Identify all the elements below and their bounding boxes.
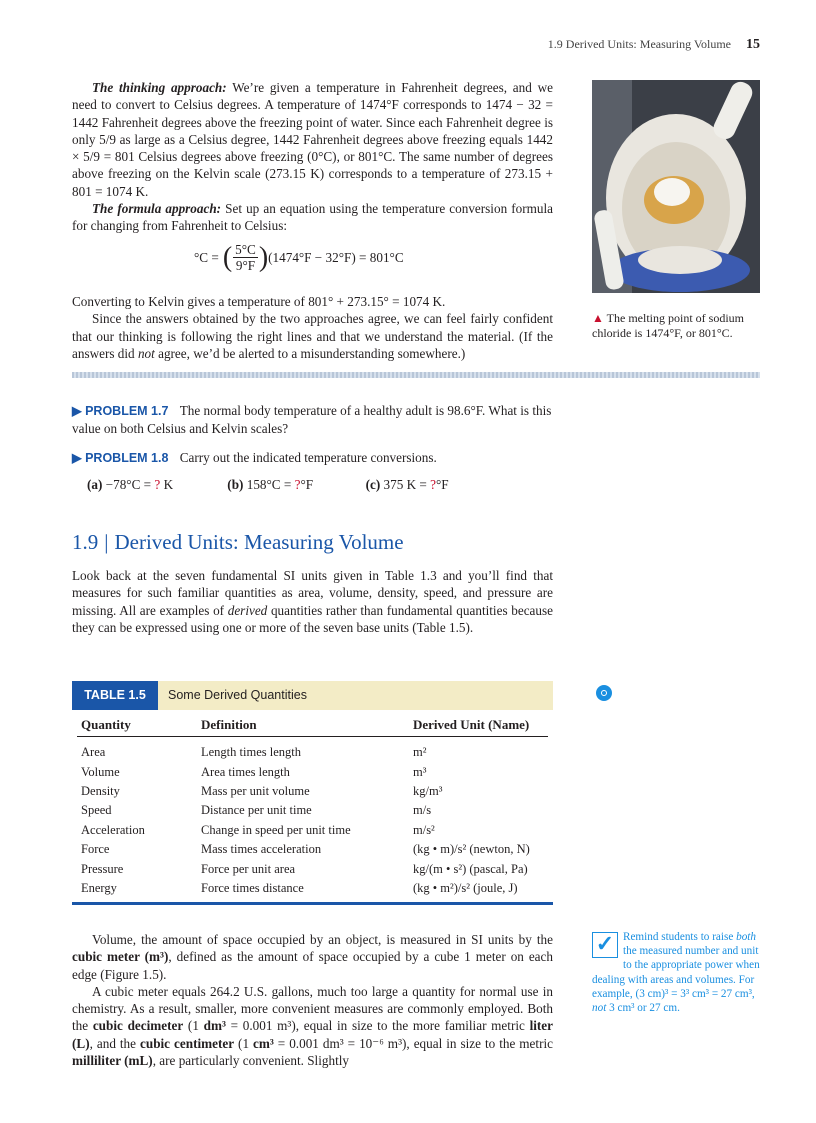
derived-quantities-table bbox=[72, 711, 553, 904]
cell-definition: Force times distance bbox=[201, 881, 304, 896]
volume-text-1: Volume, the amount of space occupied by an object, is measured in SI units by the bbox=[92, 932, 553, 947]
term-cubic-decimeter: cubic decimeter bbox=[92, 1018, 184, 1034]
note-text-1: Remind students to raise bbox=[623, 931, 737, 943]
running-header bbox=[548, 37, 760, 53]
page-number: 15 bbox=[746, 37, 760, 52]
cell-quantity: Pressure bbox=[81, 861, 124, 876]
table-row bbox=[77, 879, 548, 898]
part-b-post: °F bbox=[300, 477, 314, 492]
cubic-text-6: = 0.001 dm³ = 10⁻⁶ m³), equal in size to the metric bbox=[273, 1035, 553, 1051]
formula-lead: The formula approach: bbox=[92, 201, 222, 217]
part-a-pre: −78°C = bbox=[105, 477, 155, 492]
volume-paragraph bbox=[72, 931, 553, 983]
part-c-pre: 375 K = bbox=[383, 477, 431, 492]
table-row bbox=[77, 801, 548, 820]
intro-paragraph bbox=[72, 567, 553, 636]
note-text-2: the measured number and unit to the appropriate power when dealing with areas and volumes. For example, (3 cm)³ = 3³ cm³ = 27 cm³, bbox=[592, 945, 760, 1000]
intro-derived: derived bbox=[227, 602, 268, 618]
table-row bbox=[77, 840, 548, 859]
problem-1-7-text: The normal body temperature of a healthy adult is 98.6°F. What is this value on both Celsius and Kelvin scales? bbox=[72, 403, 552, 437]
cell-definition: Mass times acceleration bbox=[201, 842, 322, 857]
problem-1-8-label: ▶ PROBLEM 1.8 bbox=[72, 451, 169, 465]
checkmark-icon: ✓ bbox=[592, 932, 618, 958]
running-head-text: 1.9 Derived Units: Measuring Volume bbox=[547, 37, 731, 51]
section-divider bbox=[72, 372, 760, 378]
teaching-note bbox=[592, 930, 762, 1015]
agree-text-2: agree, we’d be alerted to a misunderstanding somewhere.) bbox=[154, 345, 466, 361]
problem-1-7-label: ▶ PROBLEM 1.7 bbox=[72, 404, 169, 418]
cubic-text-5: (1 bbox=[234, 1035, 254, 1051]
volume-text-2: , defined as the amount of space occupied by a cube 1 meter on each edge (Figure 1.5). bbox=[72, 949, 553, 982]
note-text-3: 3 cm³ or 27 cm. bbox=[606, 1002, 680, 1015]
volume-paragraphs bbox=[72, 931, 553, 1069]
equation-lhs: °C = bbox=[194, 249, 219, 265]
cell-quantity: Energy bbox=[81, 881, 117, 896]
agree-text-1: Since the answers obtained by the two approaches agree, we can feel fairly confident that our thinking is following the right lines and that we understand the material. (If the answers did bbox=[72, 311, 553, 361]
table-header-row bbox=[77, 711, 548, 737]
problem-1-8-parts bbox=[87, 476, 568, 493]
part-b-tag: (b) bbox=[227, 477, 244, 492]
fraction-numerator: 5°C bbox=[235, 242, 256, 257]
cell-unit: kg/m³ bbox=[413, 784, 443, 799]
table-row bbox=[77, 763, 548, 782]
thinking-lead: The thinking approach: bbox=[92, 80, 227, 95]
caption-text: The melting point of sodium chloride is 1474°F, or 801°C. bbox=[592, 311, 744, 340]
cubic-text-7: , are particularly convenient. Slightly bbox=[152, 1053, 349, 1069]
left-paren: ( bbox=[222, 241, 233, 273]
part-a-post: K bbox=[160, 477, 174, 492]
section-heading bbox=[72, 530, 404, 555]
conversion-equation bbox=[194, 242, 404, 273]
equation-rhs: (1474°F − 32°F) = 801°C bbox=[268, 249, 404, 265]
right-paren: ) bbox=[258, 241, 269, 273]
header-definition: Definition bbox=[197, 711, 409, 737]
part-c-post: °F bbox=[436, 477, 449, 492]
problem-1-8 bbox=[72, 449, 553, 467]
term-dm3: dm³ bbox=[203, 1018, 226, 1034]
formula-text: Set up an equation using the temperature conversion formula for changing from Fahrenheit to Celsius: bbox=[72, 201, 553, 234]
table-label: TABLE 1.5 bbox=[72, 681, 158, 710]
header-derived-unit: Derived Unit (Name) bbox=[409, 711, 548, 737]
section-number: 1.9 bbox=[72, 530, 99, 554]
kelvin-line: Converting to Kelvin gives a temperature of 801° + 273.15° = 1074 K. bbox=[72, 294, 446, 309]
intro-text-1: Look back at the seven fundamental SI units given in Table 1.3 and you’ll find that measures for such familiar quantities as area, volume, density, speed, and pressure are missing. All are examples of bbox=[72, 568, 553, 618]
problem-1-8-text: Carry out the indicated temperature conversions. bbox=[179, 450, 437, 465]
cell-quantity: Acceleration bbox=[81, 822, 145, 837]
worked-solution bbox=[72, 79, 553, 235]
volume-term-cubic-meter: cubic meter (m³) bbox=[72, 949, 169, 965]
crucible-illustration bbox=[592, 80, 760, 293]
note-not: not bbox=[592, 1002, 607, 1015]
formula-paragraph bbox=[72, 200, 553, 235]
resource-icon[interactable] bbox=[596, 685, 612, 701]
photo-caption bbox=[592, 311, 767, 341]
table-row bbox=[77, 821, 548, 840]
cell-unit: (kg • m²)/s² (joule, J) bbox=[413, 881, 518, 896]
thinking-paragraph bbox=[72, 79, 553, 200]
term-milliliter: milliliter (mL) bbox=[72, 1053, 153, 1069]
cell-definition: Mass per unit volume bbox=[201, 784, 310, 799]
cell-definition: Length times length bbox=[201, 745, 301, 760]
table-row bbox=[77, 782, 548, 801]
cell-quantity: Force bbox=[81, 842, 110, 857]
table-title-bar bbox=[72, 681, 553, 710]
term-cm3: cm³ bbox=[253, 1035, 274, 1051]
cubic-paragraph bbox=[72, 983, 553, 1069]
cell-unit: kg/(m • s²) (pascal, Pa) bbox=[413, 861, 528, 876]
agree-not: not bbox=[137, 345, 155, 361]
cell-quantity: Density bbox=[81, 784, 120, 799]
part-a bbox=[87, 476, 224, 493]
table-row bbox=[77, 859, 548, 878]
section-bar: | bbox=[104, 530, 109, 554]
thinking-text: We’re given a temperature in Fahrenheit degrees, and we need to convert to Celsius degrees. A temperature of 1474°F corresponds to 1474 − 32 = 1442 Fahrenheit degrees above the freezing point of water. Since each Fahrenheit degree is only 5/9 as large as a Celsius degree, 1442 Fahrenheit degrees above freezing equals 1442 × 5/9 = 801 Celsius degrees above freezing (0°C), or 801°C. The same number of degrees above freezing on the Kelvin scale (273.15 K) corresponds to a temperature of 273.15 + 801 = 1074 K. bbox=[72, 80, 553, 199]
agree-paragraph bbox=[72, 310, 553, 362]
section-title: Derived Units: Measuring Volume bbox=[114, 530, 404, 554]
cell-quantity: Volume bbox=[81, 764, 120, 779]
cell-definition: Area times length bbox=[201, 764, 290, 779]
intro-text-2: quantities rather than fundamental quantities because they can be expressed using one or more of the seven base units (Table 1.5). bbox=[72, 602, 553, 635]
cubic-text-3: = 0.001 m³), equal in size to the more familiar metric bbox=[225, 1018, 530, 1034]
cubic-text-2: (1 bbox=[183, 1018, 204, 1034]
term-liter: liter (L) bbox=[72, 1018, 553, 1051]
cubic-text-1: A cubic meter equals 264.2 U.S. gallons, much too large a quantity for normal use in chemistry. As a result, smaller, more convenient measures are commonly employed. Both the bbox=[72, 983, 553, 1034]
cell-unit: m/s bbox=[413, 803, 432, 818]
part-a-tag: (a) bbox=[87, 477, 103, 492]
sodium-chloride-photo bbox=[592, 80, 760, 293]
part-c-tag: (c) bbox=[365, 477, 381, 492]
part-a-question: ? bbox=[154, 477, 161, 492]
conclusion-block bbox=[72, 293, 553, 362]
cell-definition: Force per unit area bbox=[201, 861, 296, 876]
part-c-question: ? bbox=[430, 477, 437, 492]
fraction-denominator: 9°F bbox=[235, 258, 256, 273]
cell-quantity: Area bbox=[81, 745, 106, 760]
table-bottom-rule bbox=[72, 902, 553, 905]
header-quantity: Quantity bbox=[77, 711, 197, 737]
cell-unit: m/s² bbox=[413, 822, 435, 837]
cell-quantity: Speed bbox=[81, 803, 112, 818]
cell-definition: Change in speed per unit time bbox=[201, 822, 351, 837]
part-b-question: ? bbox=[294, 477, 301, 492]
cubic-text-4: , and the bbox=[89, 1035, 140, 1051]
cell-unit: m² bbox=[413, 745, 427, 760]
cell-unit: m³ bbox=[413, 764, 427, 779]
part-b bbox=[227, 476, 362, 493]
caption-marker: ▲ bbox=[592, 311, 604, 325]
table-title: Some Derived Quantities bbox=[168, 688, 307, 702]
table-row bbox=[77, 737, 548, 763]
part-c bbox=[366, 477, 449, 492]
term-cubic-centimeter: cubic centimeter bbox=[140, 1035, 235, 1051]
equation-fraction bbox=[233, 242, 258, 273]
cell-definition: Distance per unit time bbox=[201, 803, 312, 818]
note-both: both bbox=[736, 931, 756, 943]
cell-unit: (kg • m)/s² (newton, N) bbox=[413, 842, 530, 857]
part-b-pre: 158°C = bbox=[246, 477, 295, 492]
problem-1-7 bbox=[72, 402, 553, 438]
table-grid bbox=[77, 711, 548, 898]
